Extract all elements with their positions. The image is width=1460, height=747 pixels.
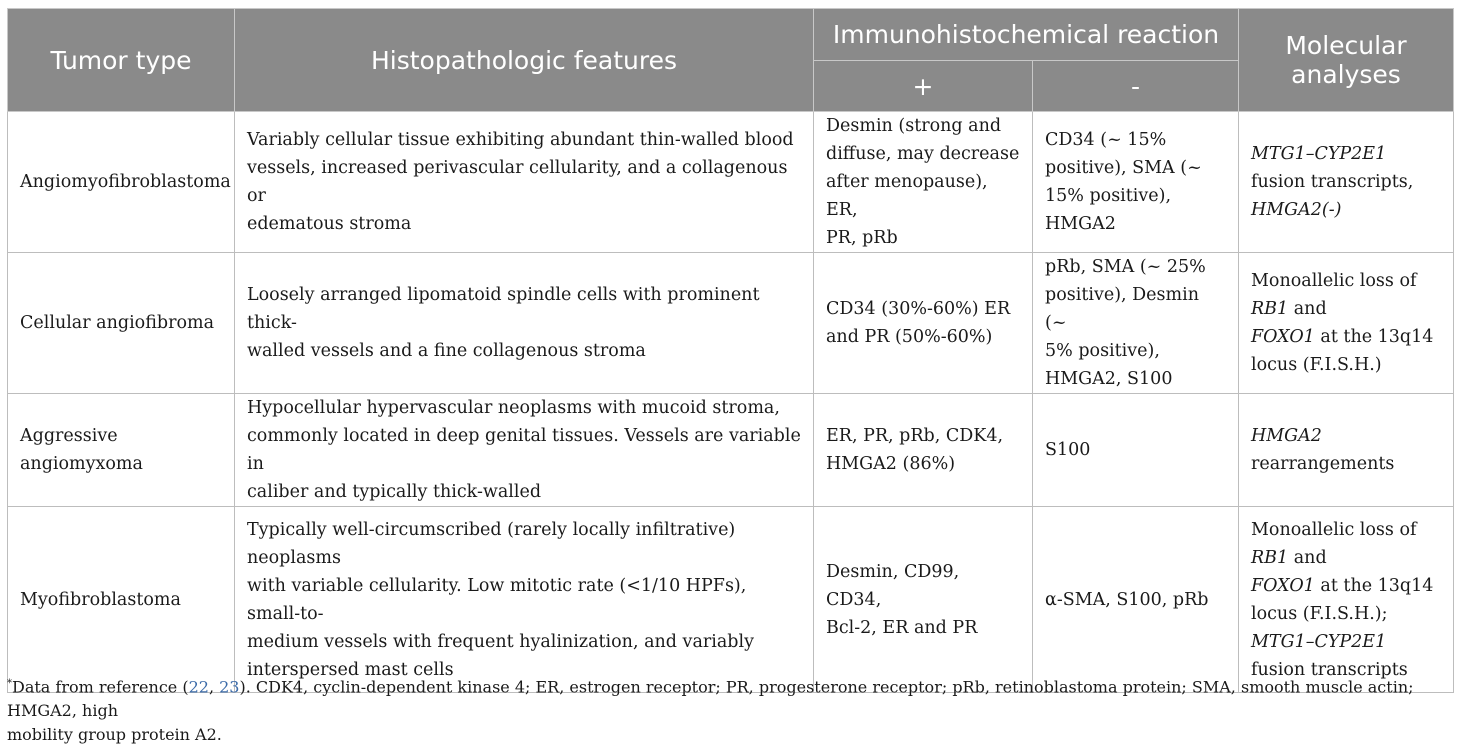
cell-histopathologic: Loosely arranged lipomatoid spindle cells with prominent thick- walled vessels and a fine collagenous stroma <box>235 253 814 394</box>
cell-tumor-type: Cellular angiofibroma <box>8 253 235 394</box>
cell-negative: α-SMA, S100, pRb <box>1033 507 1239 693</box>
footnote: *Data from reference (22, 23). CDK4, cyclin-dependent kinase 4; ER, estrogen receptor; PR, progesterone receptor; pRb, retinoblastoma protein; SMA, smooth muscle actin; HMGA2, high mobility group protein A2. <box>7 677 1414 745</box>
header-immunohistochemical-reaction: Immunohistochemical reaction <box>814 9 1239 61</box>
cell-molecular: MTG1–CYP2E1 fusion transcripts, HMGA2(-) <box>1239 112 1454 253</box>
cell-negative: S100 <box>1033 394 1239 507</box>
header-molecular-analyses: Molecular analyses <box>1239 9 1454 112</box>
header-tumor-type: Tumor type <box>8 9 235 112</box>
cell-histopathologic: Variably cellular tissue exhibiting abundant thin-walled blood vessels, increased perivascular cellularity, and a collagenous or edematous stroma <box>235 112 814 253</box>
cell-positive: Desmin (strong and diffuse, may decrease after menopause), ER, PR, pRb <box>814 112 1033 253</box>
cell-positive: Desmin, CD99, CD34, Bcl-2, ER and PR <box>814 507 1033 693</box>
cell-tumor-type: Angiomyofibroblastoma <box>8 112 235 253</box>
header-positive: + <box>814 61 1033 112</box>
table-row <box>8 394 1454 507</box>
cell-positive: ER, PR, pRb, CDK4, HMGA2 (86%) <box>814 394 1033 507</box>
cell-histopathologic: Typically well-circumscribed (rarely locally infiltrative) neoplasms with variable cellularity. Low mitotic rate (<1/10 HPFs), small-to- medium vessels with frequent hyalinization, and variably interspersed mast cells <box>235 507 814 693</box>
header-histopathologic-features: Histopathologic features <box>235 9 814 112</box>
cell-molecular: Monoallelic loss of RB1 and FOXO1 at the 13q14 locus (F.I.S.H.) <box>1239 253 1454 394</box>
reference-link-22[interactable]: 22 <box>188 677 209 697</box>
cell-histopathologic: Hypocellular hypervascular neoplasms with mucoid stroma, commonly located in deep genital tissues. Vessels are variable in caliber and typically thick-walled <box>235 394 814 507</box>
data-table <box>7 8 1454 693</box>
cell-molecular: Monoallelic loss of RB1 and FOXO1 at the 13q14 locus (F.I.S.H.); MTG1–CYP2E1 fusion transcripts <box>1239 507 1454 693</box>
cell-molecular: HMGA2 rearrangements <box>1239 394 1454 507</box>
cell-negative: pRb, SMA (~ 25% positive), Desmin (~ 5% positive), HMGA2, S100 <box>1033 253 1239 394</box>
table-row <box>8 112 1454 253</box>
cell-positive: CD34 (30%-60%) ER and PR (50%-60%) <box>814 253 1033 394</box>
table-row <box>8 253 1454 394</box>
cell-negative: CD34 (~ 15% positive), SMA (~ 15% positive), HMGA2 <box>1033 112 1239 253</box>
header-negative: - <box>1033 61 1239 112</box>
cell-tumor-type: Aggressive angiomyxoma <box>8 394 235 507</box>
cell-tumor-type: Myofibroblastoma <box>8 507 235 693</box>
reference-link-23[interactable]: 23 <box>219 677 240 697</box>
table-row <box>8 507 1454 693</box>
